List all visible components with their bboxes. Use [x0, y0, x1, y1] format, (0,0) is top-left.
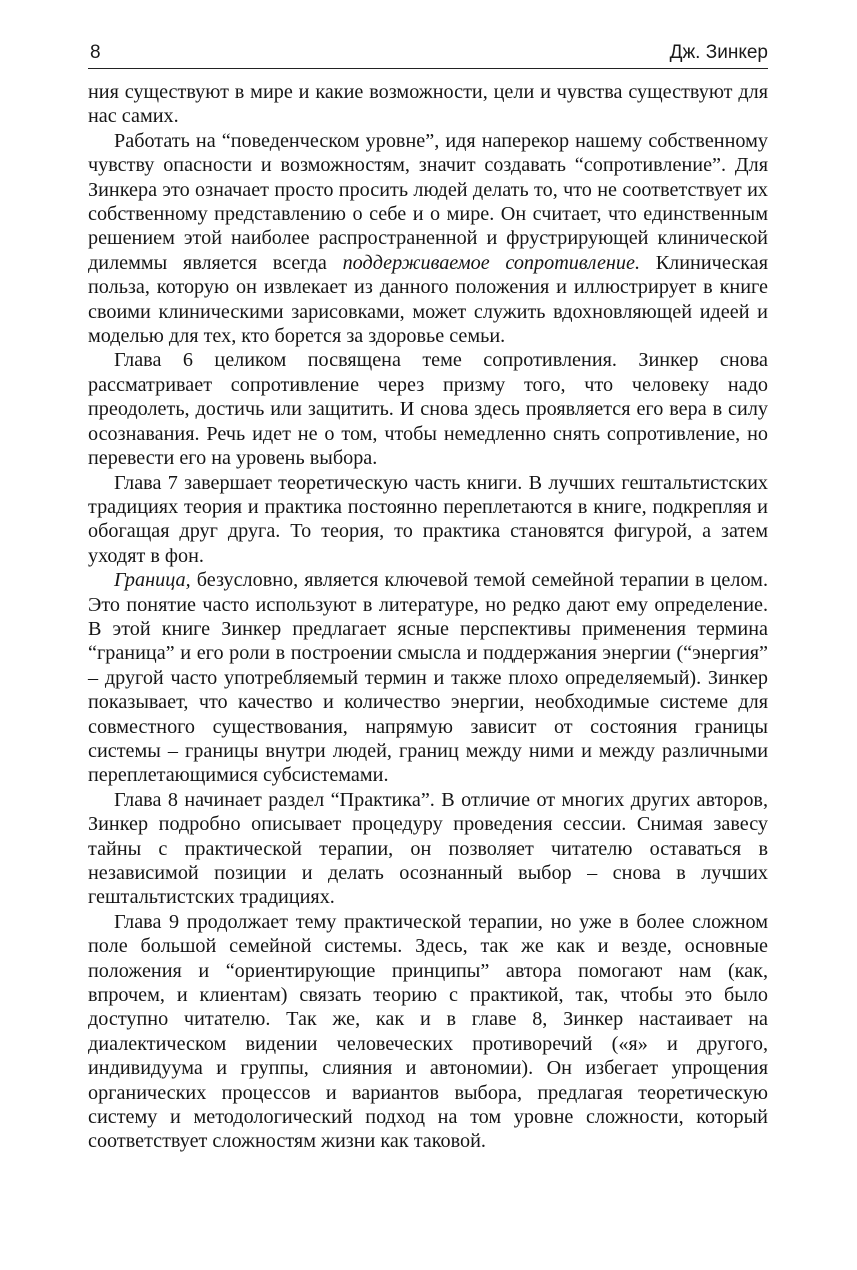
running-title: Дж. Зинкер: [669, 42, 768, 63]
text-run: Клиническая польза, которую он извлекает из данного положения и иллюстрирует в книге своими клиническими зарисовками, может служить вдохновляющей идеей и моделью для тех, кто борется за здоровье семьи.: [88, 251, 768, 348]
text-run: ния существуют в мире и какие возможности, цели и чувства существуют для нас самих.: [88, 81, 768, 128]
text-run: Глава 9 продолжает тему практической терапии, но уже в более сложном поле большой семейной системы. Здесь, так же как и везде, основные положения и “ориентирующие принципы” автора помогают нам (как, впрочем, и клиентам) связать теорию с практикой, так, чтобы это было доступно читателю. Так же, как и в главе 8, Зинкер настаивает на диалектическом видении человеческих противоречий («я» и другого, индивидуума и группы, слияния и автономии). Он избегает упрощения органических процессов и вариантов выбора, предлагая теоретическую систему и методологический подход на том уровне сложности, который соответствует сложностям жизни как таковой.: [88, 910, 768, 1153]
paragraph-4: [88, 471, 768, 569]
paragraph-6: [88, 788, 768, 910]
text-run: Глава 6 целиком посвящена теме сопротивления. Зинкер снова рассматривает сопротивление через призму того, что человеку надо преодолеть, достичь или защитить. И снова здесь проявляется его вера в силу осознавания. Речь идет не о том, чтобы немедленно снять сопротивление, но перевести его на уровень выбора.: [88, 349, 768, 470]
text-run: Глава 7 завершает теоретическую часть книги. В лучших гештальтистских традициях теория и практика постоянно переплетаются в книге, подкрепляя и обогащая друг друга. То теория, то практика становятся фигурой, а затем уходят в фон.: [88, 471, 768, 567]
text-run: безусловно, является ключевой темой семейной терапии в целом. Это понятие часто используют в литературе, но редко дают ему определение. В этой книге Зинкер предлагает ясные перспективы применения термина “граница” и его роли в построении смысла и поддержания энергии (“энергия” – другой часто употребляемый термин и также плохо определяемый). Зинкер показывает, что качество и количество энергии, необходимые системе для совместного существования, напрямую зависит от состояния границы системы – границы внутри людей, границ между ними и между различными переплетающимися субсистемами.: [88, 569, 768, 787]
italic-text-run: поддерживаемое сопротивление.: [342, 251, 641, 274]
text-run: Глава 8 начинает раздел “Практика”. В отличие от многих других авторов, Зинкер подробно описывает процедуру проведения сессии. Снимая завесу тайны с практической терапии, он позволяет читателю оставаться в независимой позиции и делать осознанный выбор – снова в лучших гештальтистских традициях.: [88, 788, 768, 909]
paragraph-5: [88, 568, 768, 788]
page-number: 8: [90, 42, 101, 63]
paragraph-3: [88, 348, 768, 470]
paragraph-7: [88, 910, 768, 1154]
page-header: [88, 38, 768, 69]
italic-text-run: Граница,: [114, 569, 191, 592]
body-text: [88, 80, 768, 1154]
paragraph-2: [88, 129, 768, 349]
text-run: Работать на “поведенческом уровне”, идя наперекор нашему собственному чувству опасности и возможностям, значит создавать “сопротивление”. Для Зинкера это означает просто просить людей делать то, что не соответствует их собственному представлению о себе и о мире. Он считает, что единственным решением этой наиболее распространенной и фрустрирующей клинической дилеммы является всегда: [88, 129, 768, 274]
paragraph-1: [88, 80, 768, 129]
